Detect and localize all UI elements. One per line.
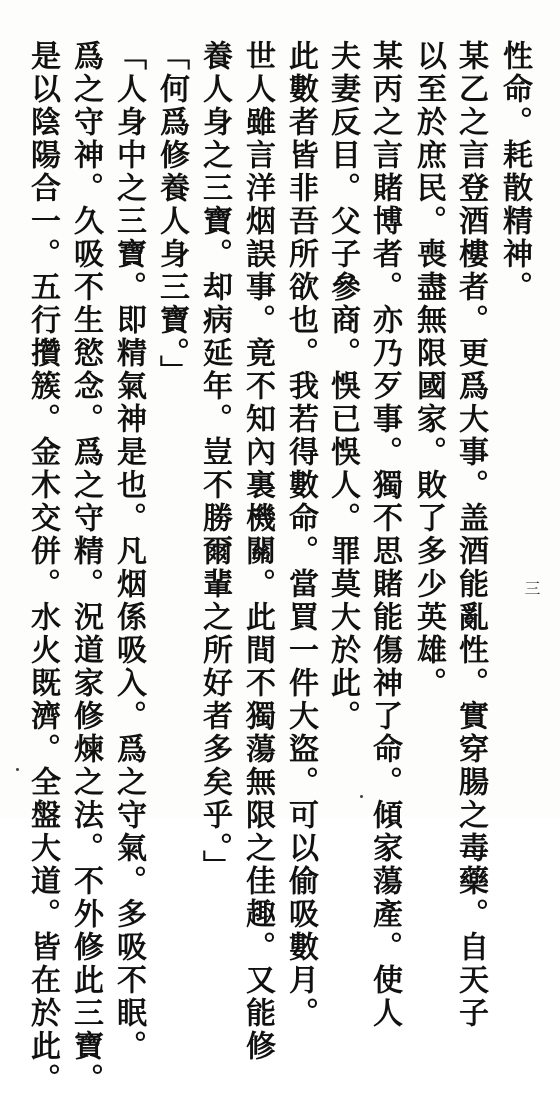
text-column-9: 「何爲修養人身三寶。」 <box>154 40 189 388</box>
text-column-4: 某丙之言賭博者。亦乃歹事。獨不思賭能傷神了命。傾家蕩產。使人 <box>367 40 402 1030</box>
text-column-5: 夫妻反目。父子參商。悞已悞人。罪莫大於此。 <box>325 40 360 733</box>
text-column-11: 爲之守神。久吸不生慾念。爲之守精。況道家修煉之法。不外修此三寶。 <box>68 40 103 1096</box>
text-column-12: 是以陰陽合一。五行攢簇。金木交併。水火既濟。全盤大道。皆在於此。 <box>25 40 60 1096</box>
ink-speck <box>360 795 363 798</box>
text-column-10: 「人身中之三寶。即精氣神是也。凡烟係吸入。爲之守氣。多吸不眠。 <box>111 40 146 1063</box>
text-column-7: 世人雖言洋烟誤事。竟不知內裏機關。此間不獨蕩無限之佳趣。又能修 <box>240 40 275 1063</box>
text-column-6: 此數者皆非吾所欲也。我若得數命。當買一件大盜。可以偷吸數月。 <box>283 40 318 1030</box>
text-column-3: 以至於庶民。喪盡無限國家。敗了多少英雄。 <box>411 40 446 700</box>
ink-speck <box>16 768 19 771</box>
text-column-1: 性命。耗散精神。 <box>497 40 532 304</box>
text-column-8: 養人身之三寶。却病延年。豈不勝爾輩之所好者多矣乎。」 <box>197 40 232 883</box>
margin-mark: 三 <box>522 580 541 596</box>
text-column-2: 某乙之言登酒樓者。更爲大事。盖酒能亂性。實穿腸之毒藥。自天子 <box>453 40 488 1030</box>
